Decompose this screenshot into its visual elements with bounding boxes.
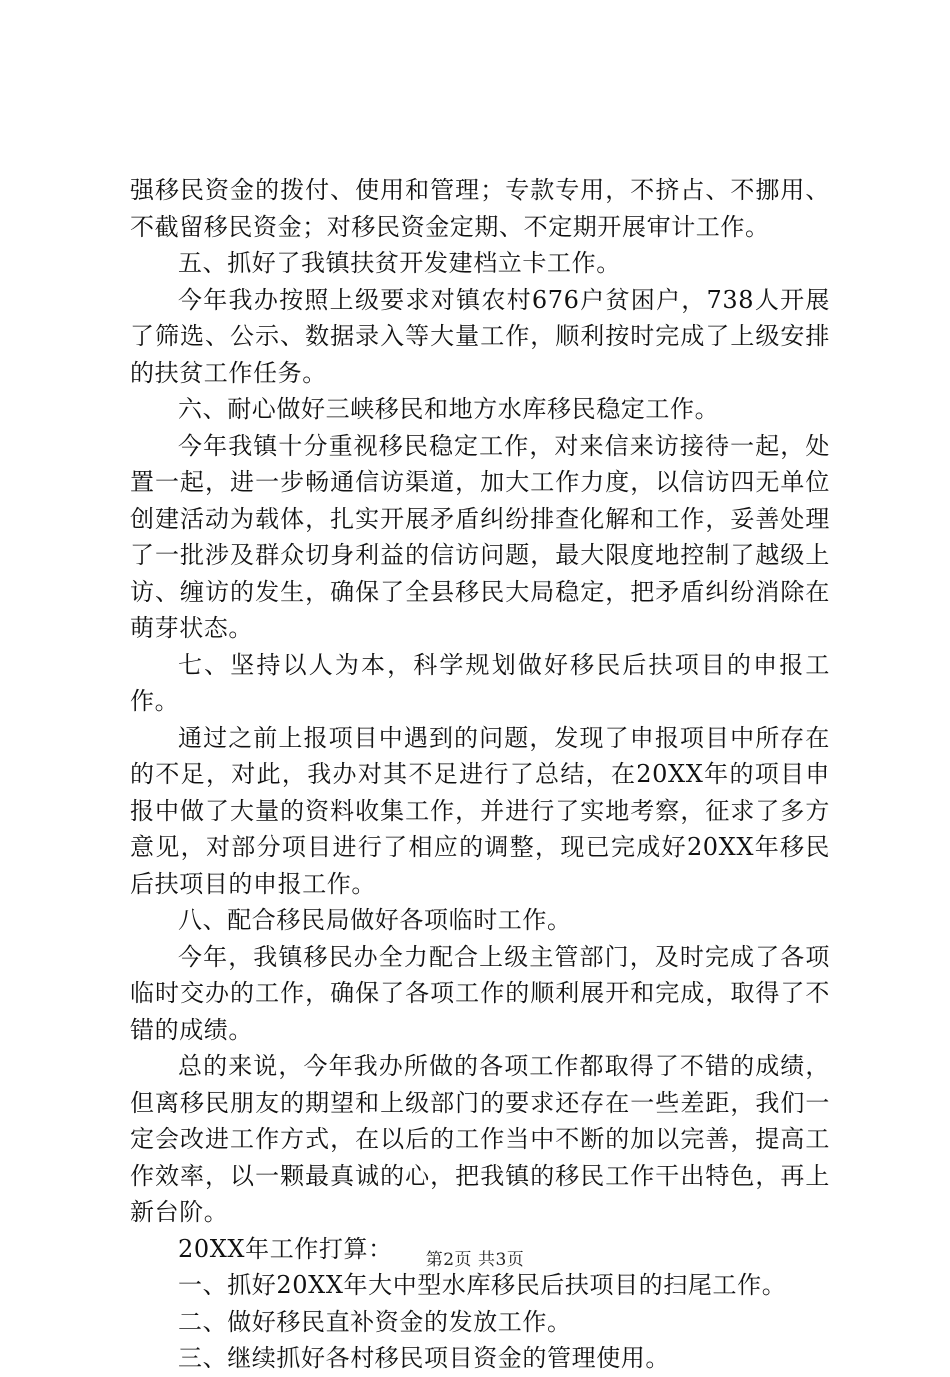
paragraph-summary: 总的来说，今年我办所做的各项工作都取得了不错的成绩，但离移民朋友的期望和上级部门的要求还存在一些差距，我们一定会改进工作方式，在以后的工作当中不断的加以完善，提高工作效率，以一颗最真诚的心，把我镇的移民工作干出特色，再上新台阶。: [130, 1052, 830, 1226]
section-heading-8: 八、配合移民局做好各项临时工作。: [178, 906, 572, 934]
paragraph-project-reporting: 通过之前上报项目中遇到的问题，发现了申报项目中所存在的不足，对此，我办对其不足进行了总结，在20XX年的项目申报中做了大量的资料收集工作，并进行了实地考察，征求了多方意见，对部分项目进行了相应的调整，现已完成好20XX年移民后扶项目的申报工作。: [130, 723, 830, 898]
section-heading-7: 七、坚持以人为本，科学规划做好移民后扶项目的申报工作。: [130, 650, 830, 715]
paragraph-poverty-registration: 今年我办按照上级要求对镇农村676户贫困户，738人开展了筛选、公示、数据录入等大量工作，顺利按时完成了上级安排的扶贫工作任务。: [130, 285, 830, 387]
paragraph-stability-work: 今年我镇十分重视移民稳定工作，对来信来访接待一起，处置一起，进一步畅通信访渠道，加大工作力度，以信访四无单位创建活动为载体，扎实开展矛盾纠纷排查化解和工作，妥善处理了一批涉及群众切身利益的信访问题，最大限度地控制了越级上访、缠访的发生，确保了全县移民大局稳定，把矛盾纠纷消除在萌芽状态。: [130, 431, 830, 642]
section-heading-5: 五、抓好了我镇扶贫开发建档立卡工作。: [178, 249, 621, 277]
plan-item-3: 三、继续抓好各村移民项目资金的管理使用。: [178, 1344, 670, 1372]
plan-item-1: 一、抓好20XX年大中型水库移民后扶项目的扫尾工作。: [178, 1271, 787, 1299]
section-heading-6: 六、耐心做好三峡移民和地方水库移民稳定工作。: [178, 395, 720, 423]
paragraph-temporary-work: 今年，我镇移民办全力配合上级主管部门，及时完成了各项临时交办的工作，确保了各项工作的顺利展开和完成，取得了不错的成绩。: [130, 942, 830, 1044]
paragraph-fund-management: 强移民资金的拨付、使用和管理；专款专用，不挤占、不挪用、不截留移民资金；对移民资金定期、不定期开展审计工作。: [130, 176, 830, 241]
document-body: [130, 172, 830, 1377]
page-number-footer: 第2页 共3页: [425, 1250, 525, 1270]
plan-heading: 20XX年工作打算：: [178, 1234, 393, 1263]
plan-item-2: 二、做好移民直补资金的发放工作。: [178, 1307, 572, 1336]
